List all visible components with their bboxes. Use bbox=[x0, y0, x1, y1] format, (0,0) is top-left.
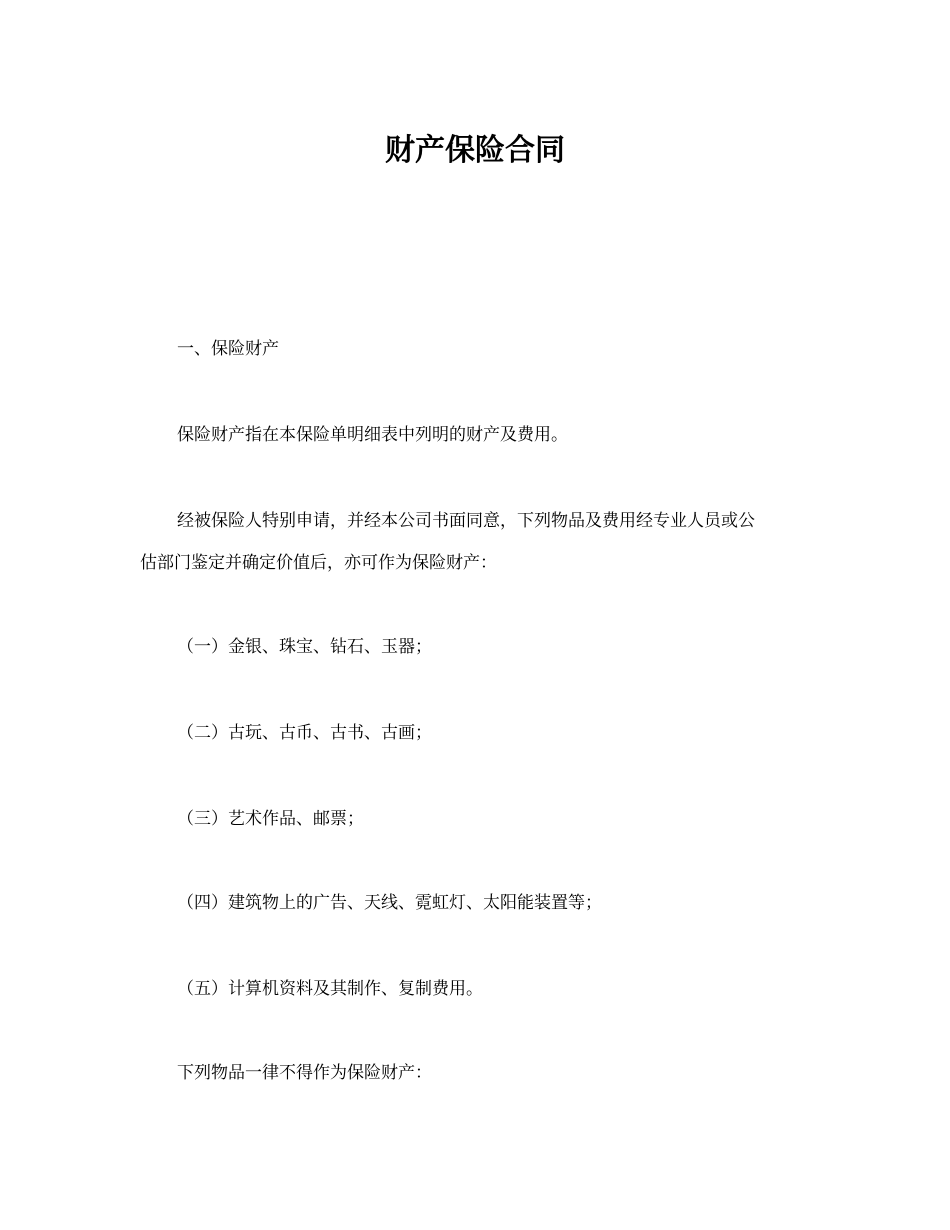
document-title: 财产保险合同 bbox=[385, 133, 565, 168]
paragraph-special-request-line1: 经被保险人特别申请，并经本公司书面同意，下列物品及费用经专业人员或公 bbox=[177, 511, 755, 531]
list-item-1: （一）金银、珠宝、钻石、玉器； bbox=[177, 637, 432, 657]
list-item-2: （二）古玩、古币、古书、古画； bbox=[177, 723, 432, 743]
paragraph-special-request-line2: 估部门鉴定并确定价值后，亦可作为保险财产： bbox=[140, 553, 497, 573]
paragraph-definition: 保险财产指在本保险单明细表中列明的财产及费用。 bbox=[177, 425, 568, 445]
list-item-4: （四）建筑物上的广告、天线、霓虹灯、太阳能装置等； bbox=[177, 893, 602, 913]
list-item-3: （三）艺术作品、邮票； bbox=[177, 809, 364, 829]
section-heading: 一、保险财产 bbox=[177, 339, 279, 359]
list-item-5: （五）计算机资料及其制作、复制费用。 bbox=[177, 979, 483, 999]
paragraph-excluded-intro: 下列物品一律不得作为保险财产： bbox=[177, 1063, 432, 1083]
